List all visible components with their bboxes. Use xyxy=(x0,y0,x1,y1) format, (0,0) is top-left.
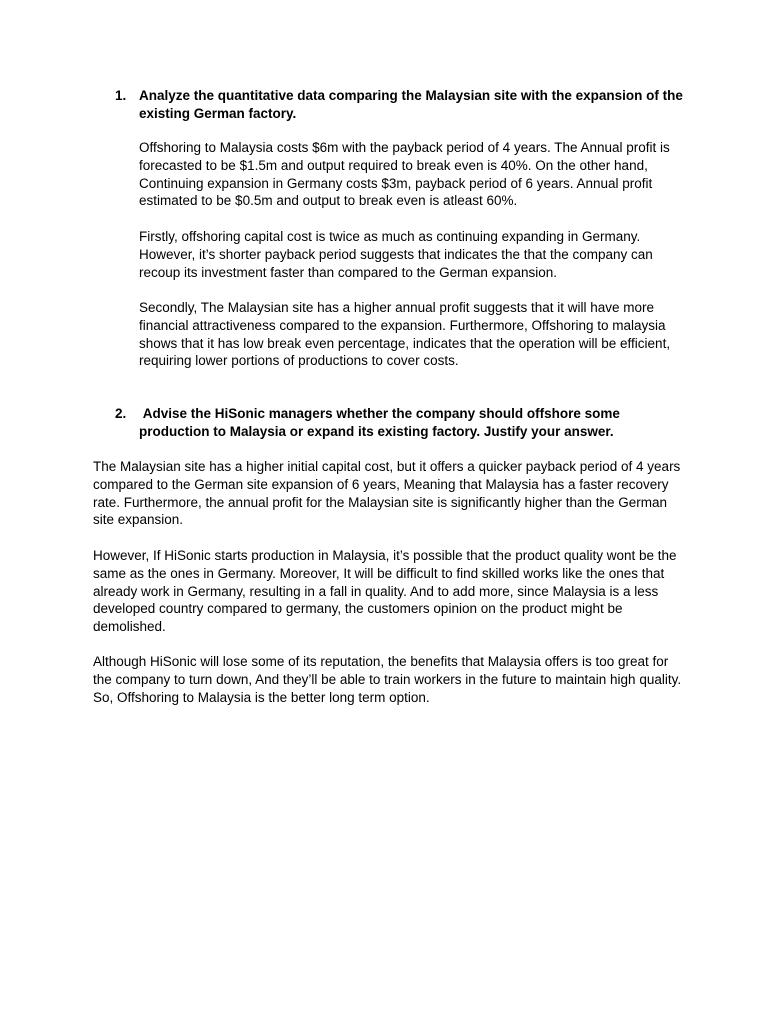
question-1-heading xyxy=(115,87,684,123)
question-2-text: Advise the HiSonic managers whether the company should offshore some production to Malaysia or expand its existing factory. Justify your answer. xyxy=(139,406,624,439)
question-1-paragraph-3: Secondly, The Malaysian site has a higher annual profit suggests that it will have more financial attractiveness compared to the expansion. Furthermore, Offshoring to malaysia shows that it has low break even percentage, indicates that the operation will be efficient, requiring lower portions of productions to cover costs. xyxy=(139,300,671,369)
answer-2-paragraph-3: Although HiSonic will lose some of its reputation, the benefits that Malaysia offers is too great for the company to turn down, And they’ll be able to train workers in the future to maintain high quality. So, Offshoring to Malaysia is the better long term option. xyxy=(93,654,682,705)
answer-2-paragraph-2: However, If HiSonic starts production in Malaysia, it’s possible that the product quality wont be the same as the ones in Germany. Moreover, It will be difficult to find skilled works like the ones that already work in Germany, resulting in a fall in quality. And to add more, since Malaysia is a less developed country compared to germany, the customers opinion on the product might be demolished. xyxy=(93,548,677,635)
question-1-paragraph-2: Firstly, offshoring capital cost is twice as much as continuing expanding in Germany. However, it’s shorter payback period suggests that indicates the that the company can recoup its investment faster than compared to the German expansion. xyxy=(139,229,653,280)
answer-2-paragraph-1: The Malaysian site has a higher initial capital cost, but it offers a quicker payback period of 4 years compared to the German site expansion of 6 years, Meaning that Malaysia has a faster recovery rate. Furthermore, the annual profit for the Malaysian site is significantly higher than the German site expansion. xyxy=(93,459,681,528)
question-1-paragraph-1: Offshoring to Malaysia costs $6m with the payback period of 4 years. The Annual profit is forecasted to be $1.5m and output required to break even is 40%. On the other hand, Continuing expansion in Germany costs $3m, payback period of 6 years. Annual profit estimated to be $0.5m and output to break even is atleast 60%. xyxy=(139,140,670,209)
question-2-heading xyxy=(115,405,684,441)
question-2-number: 2. xyxy=(115,406,127,421)
question-1-text: Analyze the quantitative data comparing the Malaysian site with the expansion of the existing German factory. xyxy=(139,88,683,121)
question-1-number: 1. xyxy=(115,88,127,103)
